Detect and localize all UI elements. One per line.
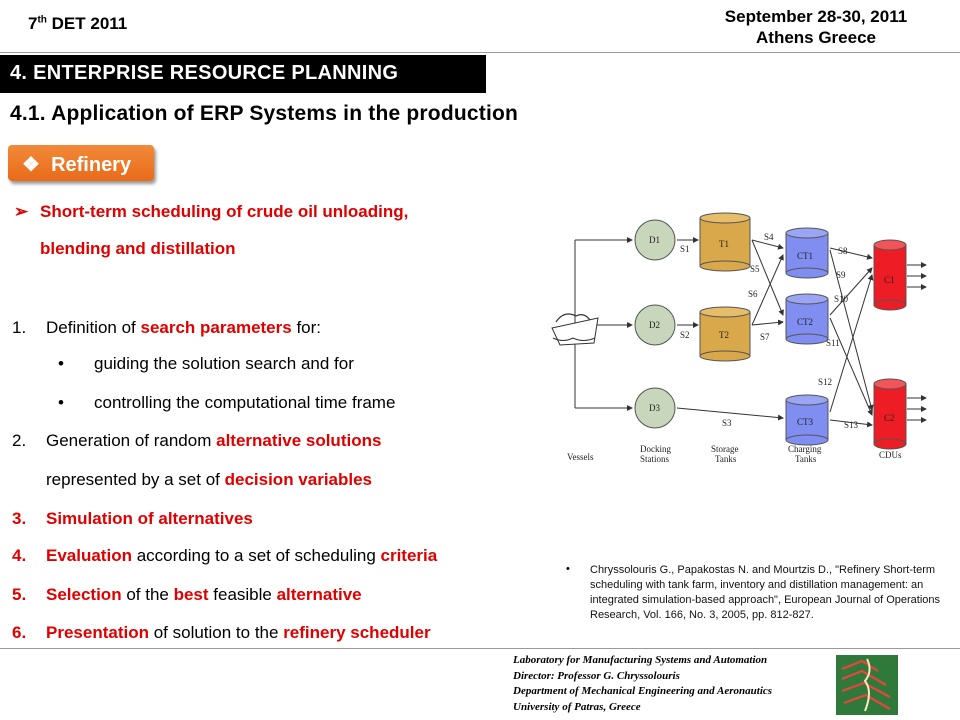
step-5-text2: feasible xyxy=(208,585,277,604)
step-5 xyxy=(46,585,362,605)
refinery-network-diagram xyxy=(548,205,928,470)
sub-bullet-2-icon: • xyxy=(58,393,64,412)
node-ct2: CT2 xyxy=(797,317,814,327)
node-c1: C1 xyxy=(884,275,895,285)
node-t2: T2 xyxy=(719,330,729,340)
node-d2: D2 xyxy=(649,320,660,330)
step-6-highlight2: refinery scheduler xyxy=(283,623,431,642)
header-divider xyxy=(0,52,960,53)
node-c2: C2 xyxy=(884,413,895,423)
reference-citation: Chryssolouris G., Papakostas N. and Mourtzis D., "Refinery Short-term scheduling with tank farm, inventory and distillation management: an integrated simulation-based approach", European Journal of Operations Research, Vol. 166, No. 3, 2005, pp. 812-827. xyxy=(590,564,941,621)
event-place: Athens Greece xyxy=(756,28,876,47)
step-4-text: according to a set of scheduling xyxy=(131,546,381,565)
headline-line2: blending and distillation xyxy=(40,239,236,258)
stream-s8: S8 xyxy=(838,246,848,256)
label-charging-1: Charging xyxy=(788,444,822,454)
label-storage-1: Storage xyxy=(711,444,739,454)
refinery-tag-label xyxy=(22,152,131,177)
stream-s1: S1 xyxy=(680,244,690,254)
stream-s12: S12 xyxy=(818,377,833,387)
diamond-bullet-icon: ❖ xyxy=(22,154,40,176)
label-docking-1: Docking xyxy=(640,444,671,454)
sub-item-1: guiding the solution search and for xyxy=(94,354,354,373)
conference-label xyxy=(28,14,127,34)
lab-university: University of Patras, Greece xyxy=(513,700,641,713)
conference-name: DET 2011 xyxy=(46,14,128,33)
step-5-highlight: Selection xyxy=(46,585,122,604)
label-storage-2: Tanks xyxy=(715,454,737,464)
refinery-tag-text: Refinery xyxy=(51,154,132,176)
step-5-number: 5. xyxy=(12,585,27,604)
step-2 xyxy=(46,431,381,451)
stream-s7: S7 xyxy=(760,332,770,342)
stream-s13: S13 xyxy=(844,420,859,430)
lab-director: Director: Professor G. Chryssolouris xyxy=(513,669,680,682)
sub-item-2: controlling the computational time frame xyxy=(94,393,396,412)
step-2-cont-text: represented by a set of xyxy=(46,470,225,489)
step-1-text: Definition of xyxy=(46,318,141,337)
event-date: September 28-30, 2011 xyxy=(724,7,908,26)
label-docking-2: Stations xyxy=(640,454,670,464)
page-subtitle: 4.1. Application of ERP Systems in the production xyxy=(10,102,519,125)
step-2-number: 2. xyxy=(12,431,27,450)
event-info xyxy=(686,6,946,48)
step-1-tail: for: xyxy=(291,318,322,337)
step-5-highlight2: best xyxy=(173,585,209,604)
step-4-highlight2: criteria xyxy=(380,546,438,565)
stream-s11: S11 xyxy=(826,338,840,348)
step-2-cont-highlight: decision variables xyxy=(224,470,373,489)
lab-name: Laboratory for Manufacturing Systems and Automation xyxy=(513,654,768,666)
step-6-number: 6. xyxy=(12,623,27,642)
label-cdus: CDUs xyxy=(879,450,902,460)
step-3: Simulation of alternatives xyxy=(46,509,253,528)
conference-ordinal: th xyxy=(37,14,47,26)
step-1 xyxy=(46,318,321,338)
stream-s6: S6 xyxy=(748,289,758,299)
headline-arrow-icon: ➢ xyxy=(14,202,29,221)
label-vessels: Vessels xyxy=(567,452,594,462)
step-2-text: Generation of random xyxy=(46,431,217,450)
step-4 xyxy=(46,546,437,566)
step-3-number: 3. xyxy=(12,509,27,528)
step-6 xyxy=(46,623,431,643)
stream-s5: S5 xyxy=(750,264,760,274)
stream-s2: S2 xyxy=(680,330,690,340)
node-ct1: CT1 xyxy=(797,251,814,261)
step-6-highlight: Presentation xyxy=(46,623,149,642)
sub-bullet-1-icon: • xyxy=(58,354,64,373)
step-4-number: 4. xyxy=(12,546,27,565)
label-charging-2: Tanks xyxy=(795,454,817,464)
step-1-highlight: search parameters xyxy=(140,318,292,337)
stream-s4: S4 xyxy=(764,232,774,242)
node-d3: D3 xyxy=(649,403,660,413)
lab-credits xyxy=(513,653,772,715)
lab-department: Department of Mechanical Engineering and Aeronautics xyxy=(513,685,773,697)
step-1-number: 1. xyxy=(12,318,27,337)
headline-line1: Short-term scheduling of crude oil unloading, xyxy=(40,202,409,221)
step-2-highlight: alternative solutions xyxy=(216,431,382,450)
node-ct3: CT3 xyxy=(797,417,814,427)
section-title: 4. ENTERPRISE RESOURCE PLANNING xyxy=(10,62,399,84)
step-5-text: of the xyxy=(121,585,174,604)
step-2-cont xyxy=(46,470,372,490)
lms-logo-icon xyxy=(836,655,898,715)
step-6-text: of solution to the xyxy=(148,623,284,642)
node-d1: D1 xyxy=(649,235,660,245)
stream-s9: S9 xyxy=(836,270,846,280)
stream-s3: S3 xyxy=(722,418,732,428)
stream-s10: S10 xyxy=(834,294,849,304)
conference-number: 7 xyxy=(28,14,38,33)
step-4-highlight: Evaluation xyxy=(46,546,132,565)
footer-divider xyxy=(0,648,960,649)
reference-bullet-icon: • xyxy=(566,563,570,575)
node-t1: T1 xyxy=(719,239,729,249)
step-5-highlight3: alternative xyxy=(276,585,362,604)
